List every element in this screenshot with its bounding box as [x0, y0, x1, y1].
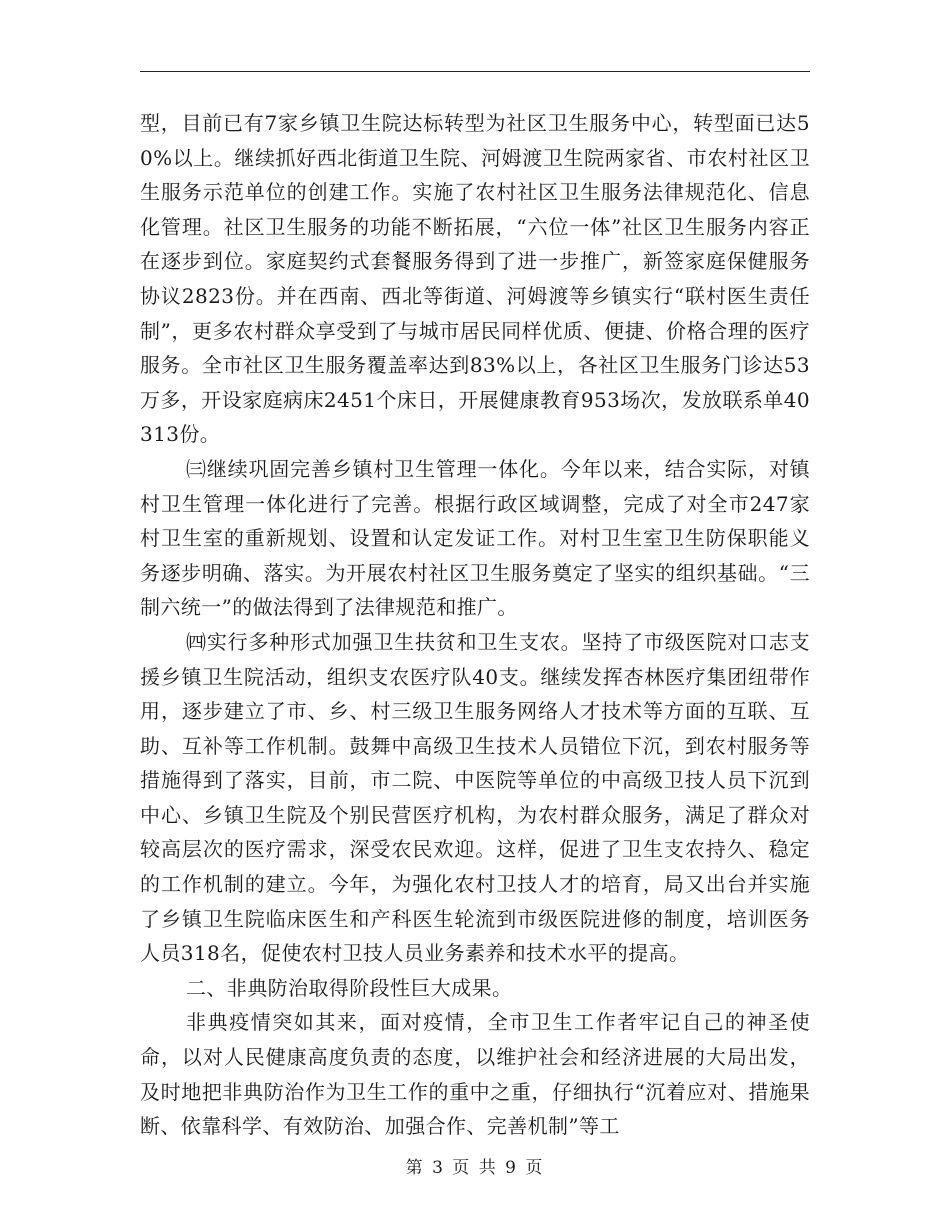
document-body — [140, 106, 810, 1144]
header-rule — [140, 71, 810, 72]
page-number: 第 3 页 共 9 页 — [405, 1158, 545, 1178]
paragraph-sars: 非典疫情突如其来，面对疫情，全市卫生工作者牢记自己的神圣使命，以对人民健康高度负责的态度，以维护社会和经济进展的大局出发，及时地把非典防治作为卫生工作的重中之重，仔细执行“沉着应对、措施果断、依靠科学、有效防治、加强合作、完善机制”等工 — [140, 1010, 810, 1139]
paragraph-continuation: 型，目前已有7家乡镇卫生院达标转型为社区卫生服务中心，转型面已达50%以上。继续抓好西北街道卫生院、河姆渡卫生院两家省、市农村社区卫生服务示范单位的创建工作。实施了农村社区卫生服务法律规范化、信息化管理。社区卫生服务的功能不断拓展，“六位一体”社区卫生服务内容正在逐步到位。家庭契约式套餐服务得到了进一步推广，新签家庭保健服务协议2823份。并在西南、西北等街道、河姆渡等乡镇实行“联村医生责任制”，更多农村群众享受到了与城市居民同样优质、便捷、价格合理的医疗服务。全市社区卫生服务覆盖率达到83%以上，各社区卫生服务门诊达53万多，开设家庭病床2451个床日，开展健康教育953场次，发放联系单40313份。 — [140, 111, 810, 447]
section-heading-sars: 二、非典防治取得阶段性巨大成果。 — [186, 975, 513, 1000]
paragraph-section-4: ㈣实行多种形式加强卫生扶贫和卫生支农。坚持了市级医院对口志支援乡镇卫生院活动，组织支农医疗队40支。继续发挥杏林医疗集团纽带作用，逐步建立了市、乡、村三级卫生服务网络人才技术等方面的互联、互助、互补等工作机制。鼓舞中高级卫生技术人员错位下沉，到农村服务等措施得到了落实，目前，市二院、中医院等单位的中高级卫技人员下沉到中心、乡镇卫生院及个别民营医疗机构，为农村群众服务，满足了群众对较高层次的医疗需求，深受农民欢迎。这样，促进了卫生支农持久、稳定的工作机制的建立。今年，为强化农村卫技人才的培育，局又出台并实施了乡镇卫生院临床医生和产科医生轮流到市级医院进修的制度，培训医务人员318名，促使农村卫技人员业务素养和技术水平的提高。 — [140, 629, 810, 966]
paragraph-section-3: ㈢继续巩固完善乡镇村卫生管理一体化。今年以来，结合实际，对镇村卫生管理一体化进行了完善。根据行政区域调整，完成了对全市247家村卫生室的重新规划、设置和认定发证工作。对村卫生室卫生防保职能义务逐步明确、落实。为开展农村社区卫生服务奠定了坚实的组织基础。“三制六统一”的做法得到了法律规范和推广。 — [140, 456, 810, 620]
